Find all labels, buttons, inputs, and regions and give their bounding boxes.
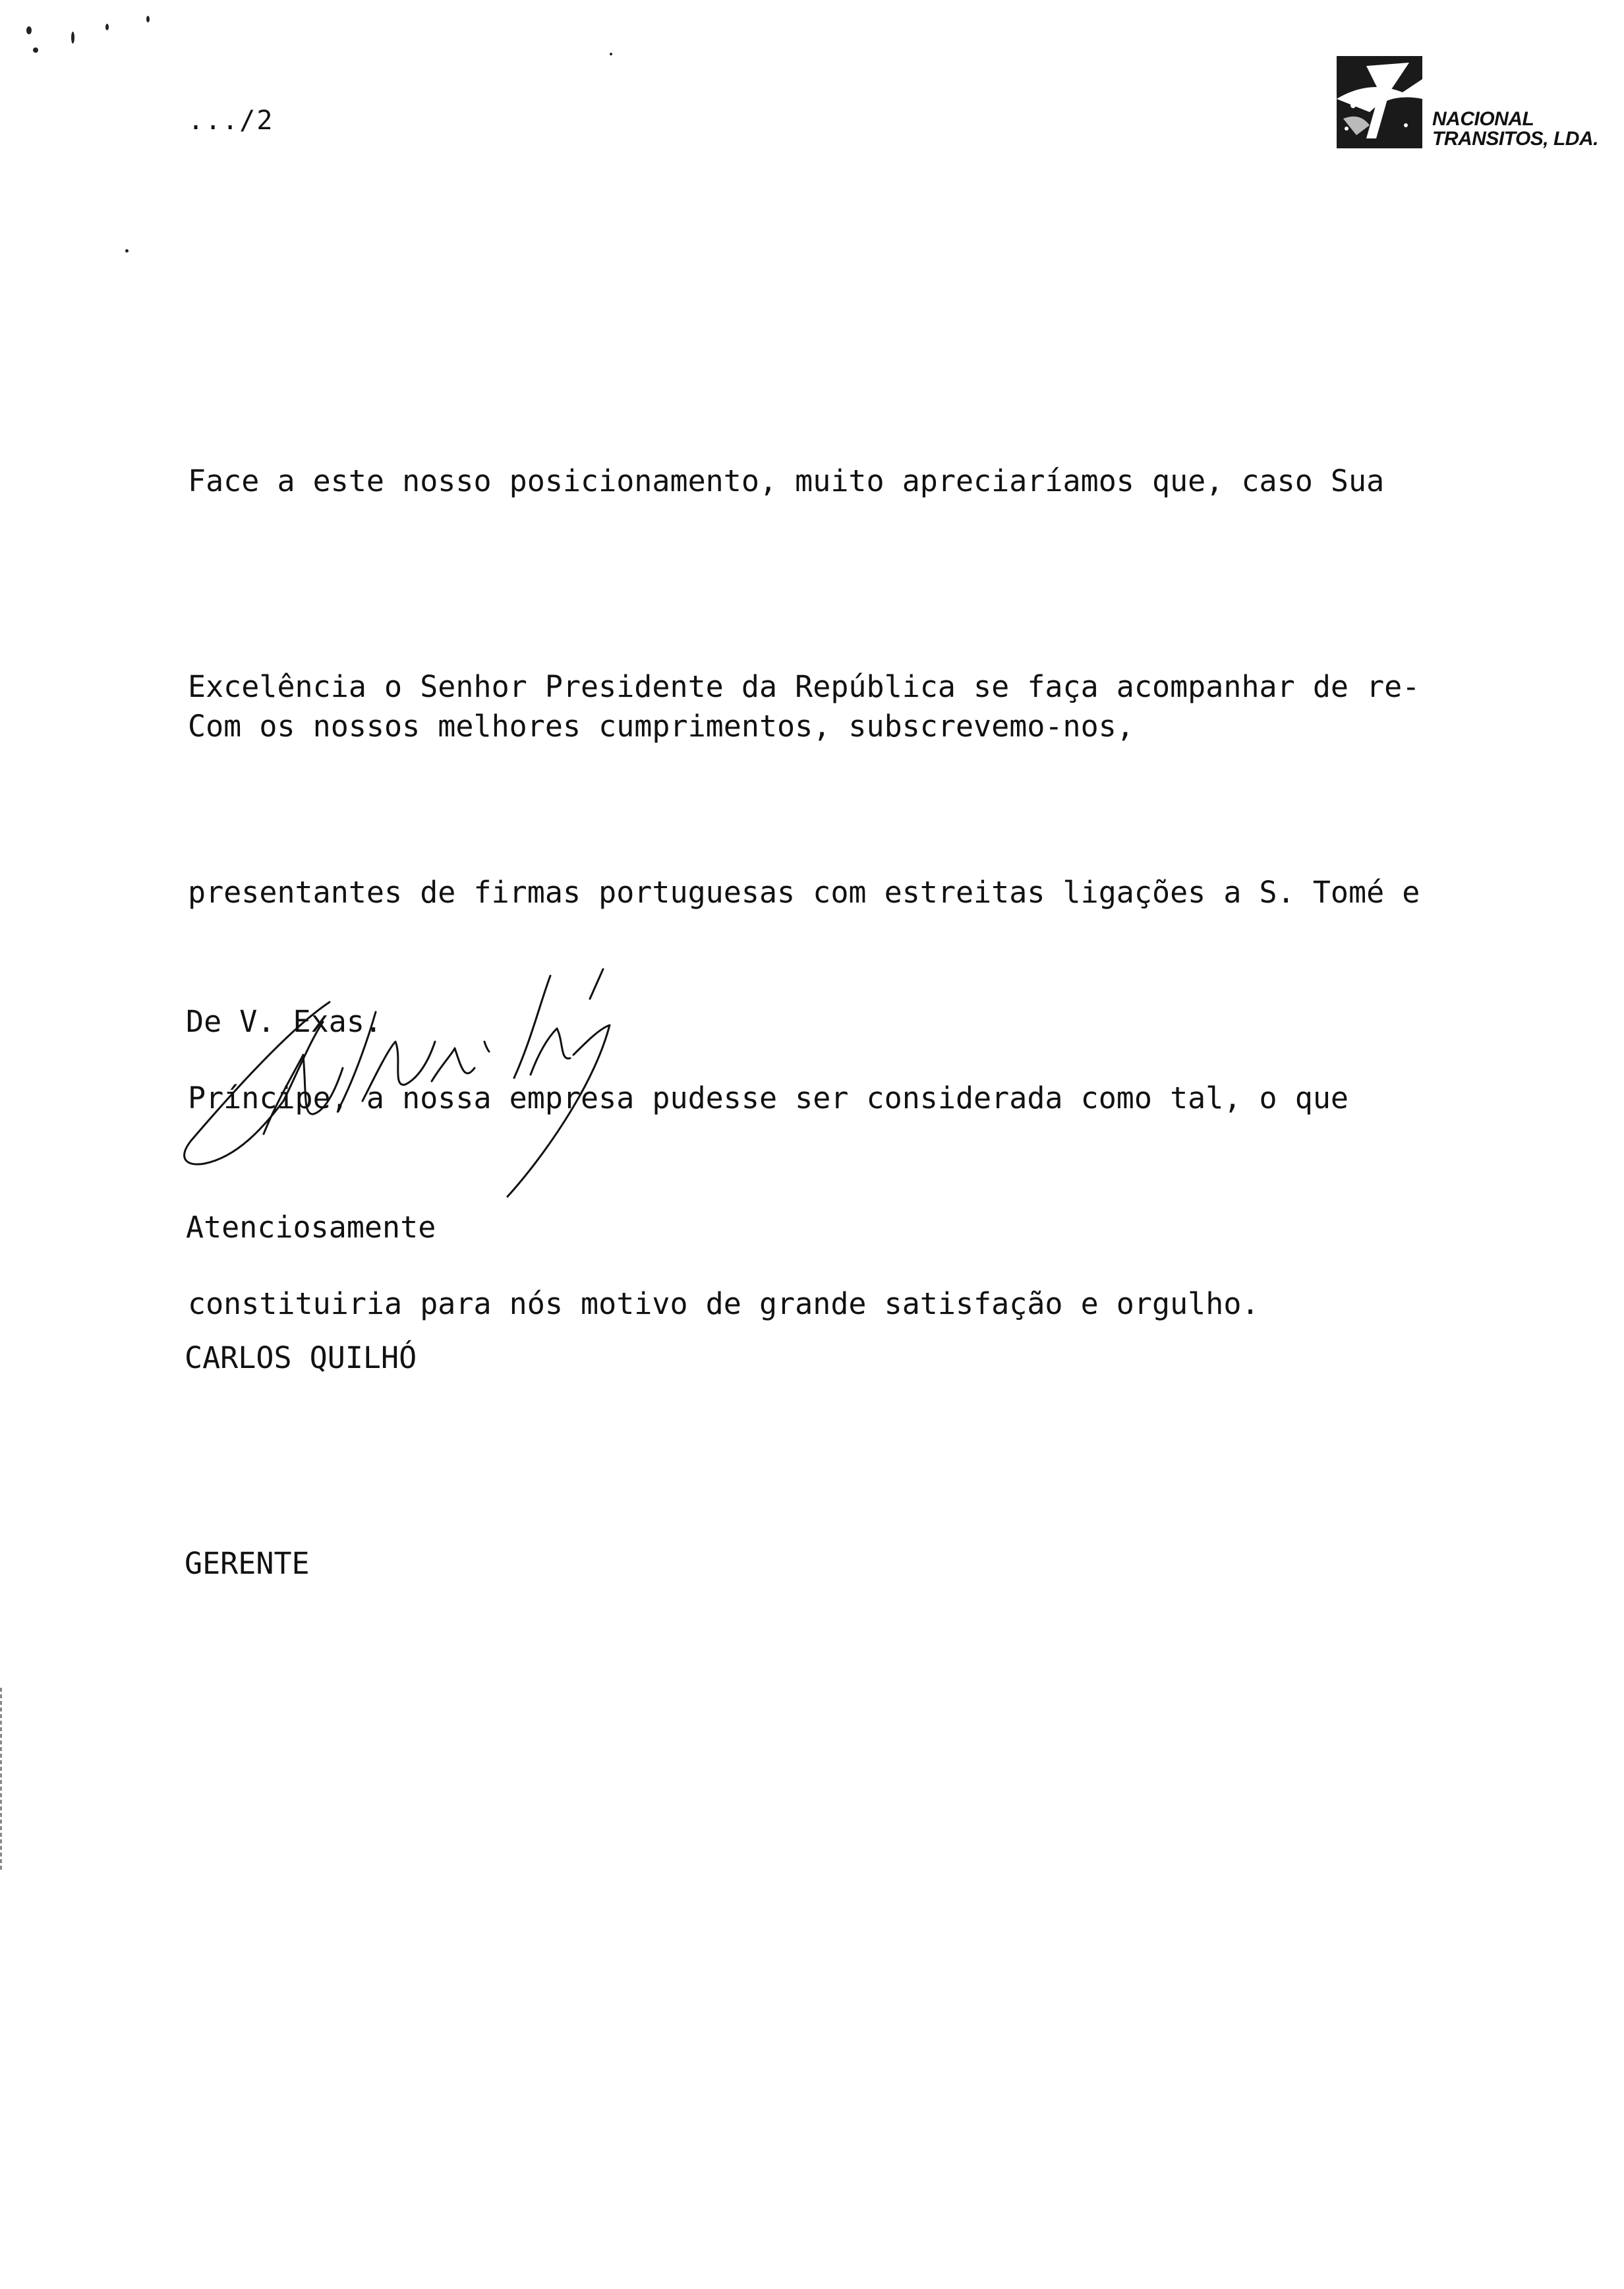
scan-speck: [105, 24, 109, 30]
logo-line-2: TRANSITOS, LDA.: [1432, 128, 1598, 150]
handwritten-signature: [171, 943, 672, 1206]
paragraph-line: Príncipe, a nossa empresa pudesse ser considerada como tal, o que: [188, 1081, 1348, 1115]
page-marker: .../2: [188, 105, 274, 136]
closing-line: Com os nossos melhores cumprimentos, subscrevemo-nos,: [188, 709, 1134, 744]
salutation-line-1: De V. Exas.: [186, 1004, 383, 1039]
scan-speck: [26, 26, 32, 34]
nacional-transitos-logo-icon: [1330, 53, 1429, 152]
paragraph-line: Face a este nosso posicionamento, muito apreciaríamos que, caso Sua: [188, 463, 1385, 498]
paragraph-line: Excelência o Senhor Presidente da República se faça acompanhar de re-: [188, 669, 1420, 704]
scan-margin-rule: [0, 1688, 2, 1872]
signatory-name: CARLOS QUILHÓ: [185, 1340, 417, 1375]
scan-speck: [33, 47, 38, 53]
signatory-title: GERENTE: [185, 1546, 310, 1581]
signatory-block: [185, 1187, 417, 1735]
paragraph-line: constituiria para nós motivo de grande satisfação e orgulho.: [188, 1286, 1260, 1321]
scan-speck: [125, 249, 129, 253]
company-logo: [1330, 53, 1620, 158]
paragraph-line: presentantes de firmas portuguesas com estreitas ligações a S. Tomé e: [188, 875, 1420, 910]
scan-speck: [146, 16, 150, 22]
salutation-line-2: Atenciosamente: [186, 1210, 436, 1245]
logo-line-1: NACIONAL: [1432, 108, 1534, 130]
scan-speck: [71, 32, 74, 44]
logo-wordmark: [1432, 109, 1598, 149]
scan-speck: [610, 53, 612, 55]
